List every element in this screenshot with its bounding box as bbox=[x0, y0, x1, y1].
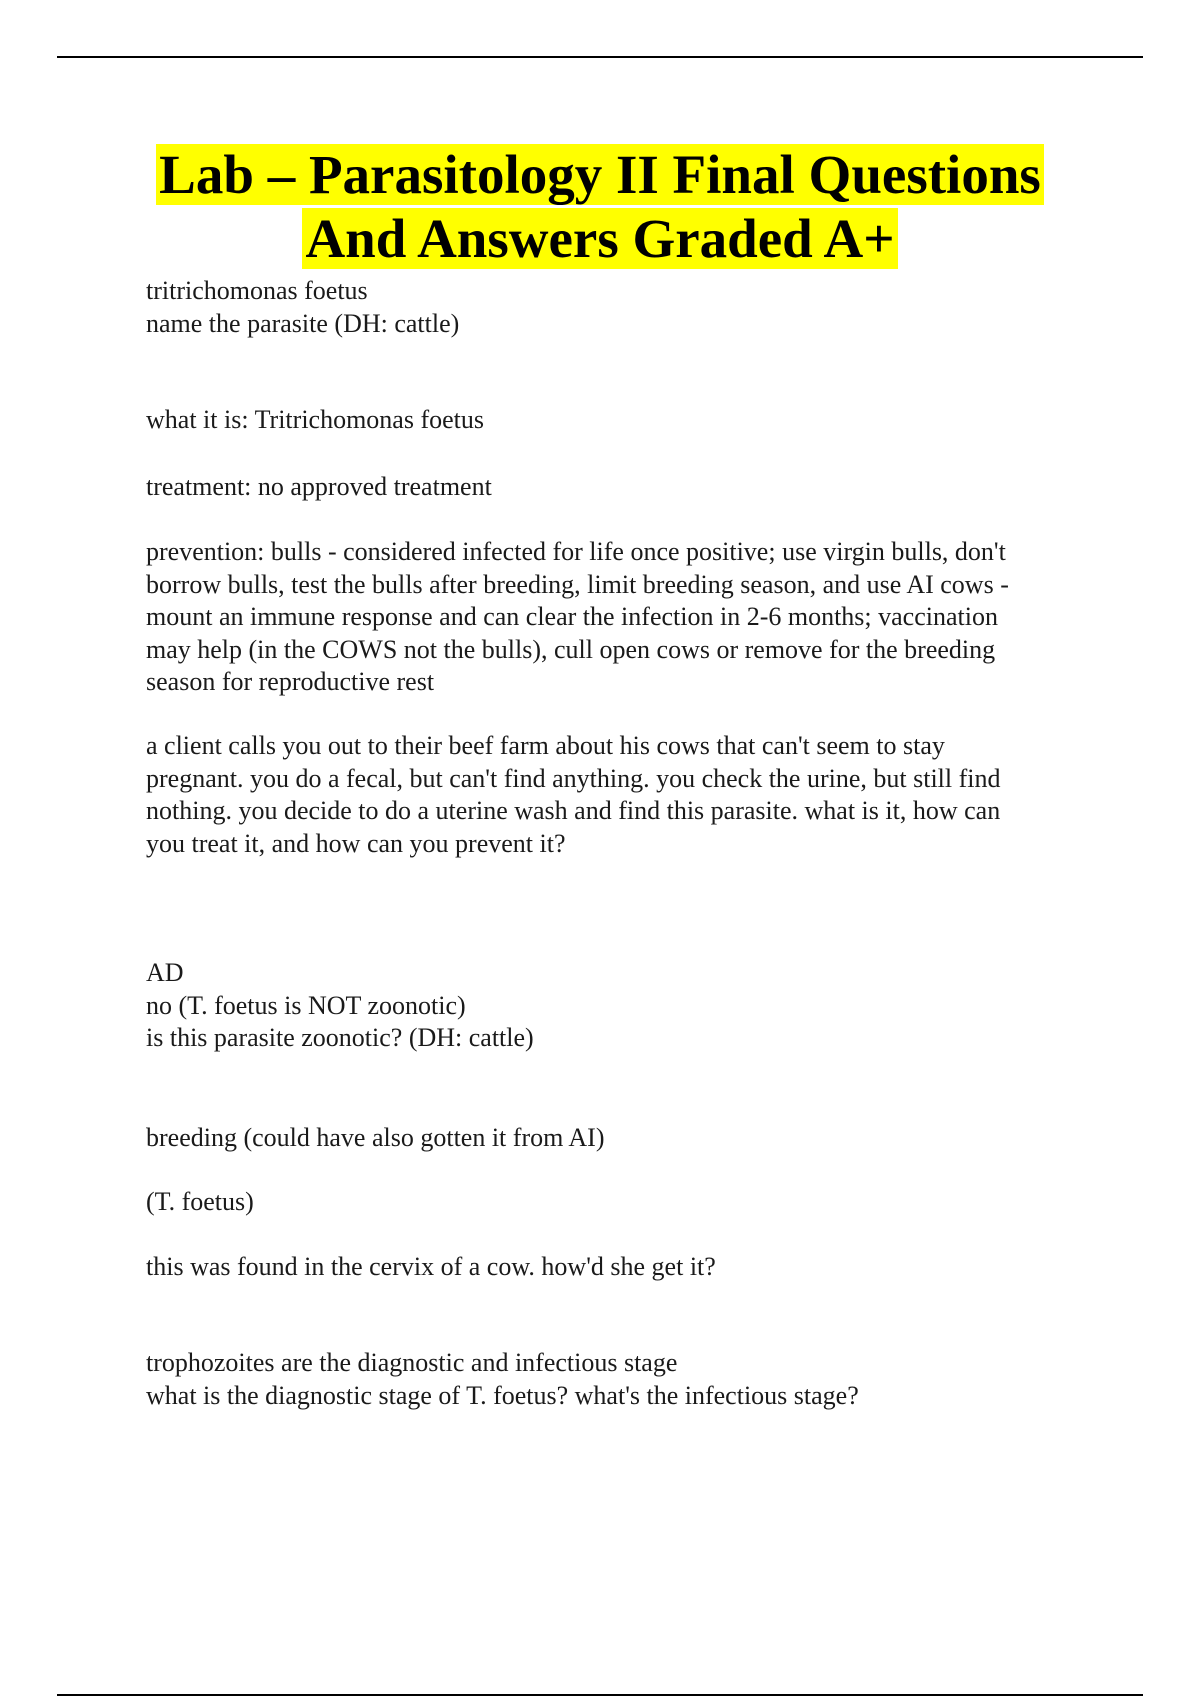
question-zoonotic: is this parasite zoonotic? (DH: cattle) bbox=[146, 1023, 534, 1052]
question-client-case bbox=[146, 730, 1090, 860]
client-line: a client calls you out to their beef farm about his cows that can't seem to stay bbox=[146, 731, 945, 760]
header-rule bbox=[57, 56, 1143, 58]
question-stage: what is the diagnostic stage of T. foetus? what's the infectious stage? bbox=[146, 1381, 859, 1410]
document-title bbox=[60, 143, 1140, 271]
question-cervix: this was found in the cervix of a cow. how'd she get it? bbox=[146, 1252, 716, 1281]
prevention-line: mount an immune response and can clear the infection in 2-6 months; vaccination bbox=[146, 602, 998, 631]
footer-rule bbox=[57, 1694, 1143, 1696]
client-line: pregnant. you do a fecal, but can't find anything. you check the urine, but still find bbox=[146, 763, 1001, 793]
title-line-2: And Answers Graded A+ bbox=[302, 208, 897, 269]
answer-label-ad: AD bbox=[146, 958, 184, 987]
prevention-line: prevention: bulls - considered infected for life once positive; use virgin bulls, don't bbox=[146, 537, 1006, 566]
question-text: name the parasite (DH: cattle) bbox=[146, 309, 460, 338]
answer-what-it-is: what it is: Tritrichomonas foetus bbox=[146, 405, 484, 434]
title-line-1: Lab – Parasitology II Final Questions bbox=[156, 144, 1044, 205]
answer-treatment: treatment: no approved treatment bbox=[146, 472, 492, 501]
answer-prevention bbox=[146, 536, 1090, 699]
prevention-line: may help (in the COWS not the bulls), cull open cows or remove for the breeding bbox=[146, 634, 996, 664]
prevention-line: borrow bulls, test the bulls after breeding, limit breeding season, and use AI cows - bbox=[146, 569, 1009, 599]
client-line: nothing. you decide to do a uterine wash and find this parasite. what is it, how can bbox=[146, 796, 1001, 825]
answer-zoonotic: no (T. foetus is NOT zoonotic) bbox=[146, 991, 466, 1020]
client-line: you treat it, and how can you prevent it? bbox=[146, 828, 566, 858]
answer-t-foetus: (T. foetus) bbox=[146, 1187, 254, 1216]
prevention-line: season for reproductive rest bbox=[146, 667, 435, 696]
answer-breeding: breeding (could have also gotten it from AI) bbox=[146, 1123, 605, 1152]
answer-text: tritrichomonas foetus bbox=[146, 276, 368, 305]
answer-stage: trophozoites are the diagnostic and infectious stage bbox=[146, 1348, 678, 1377]
